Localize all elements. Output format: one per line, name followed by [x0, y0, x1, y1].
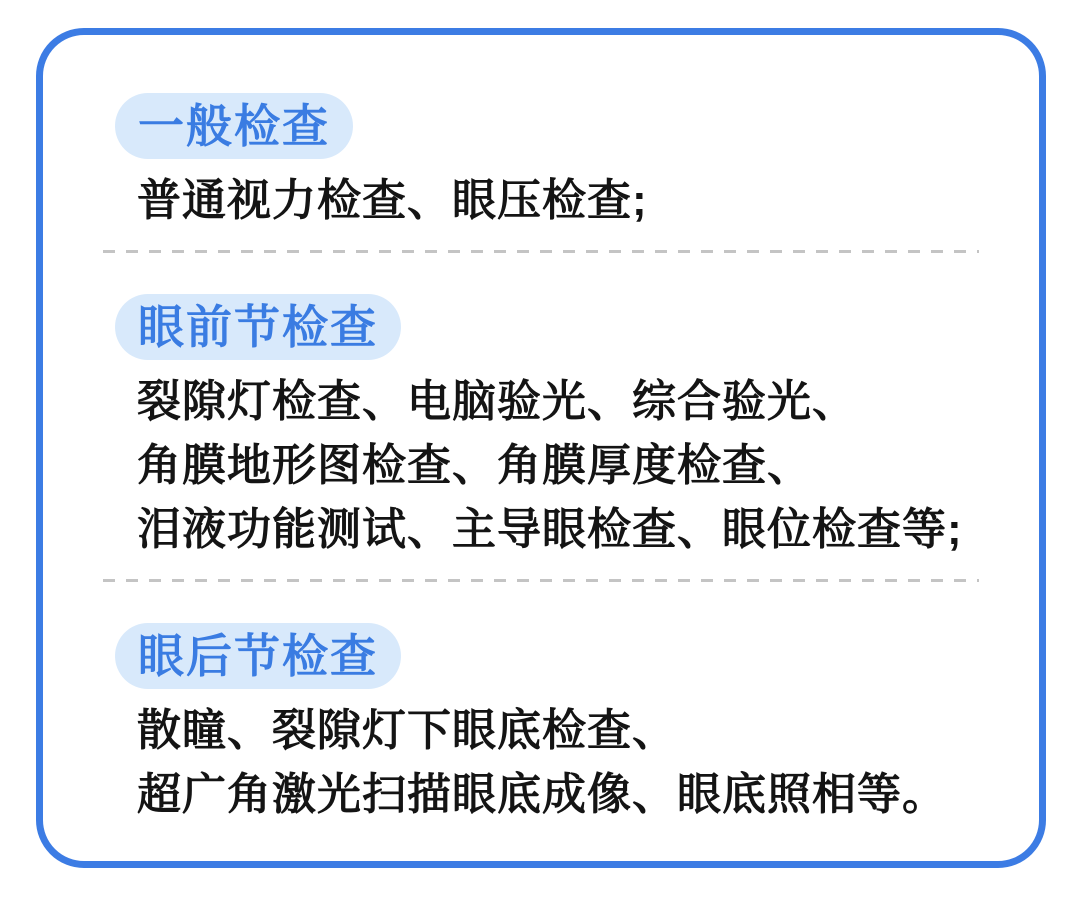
- section-body: [137, 169, 999, 233]
- body-line: 角膜地形图检查、角膜厚度检查、: [137, 441, 812, 490]
- section-posterior-segment-exam: [115, 623, 999, 827]
- body-line: 散瞳、裂隙灯下眼底检查、: [137, 706, 677, 755]
- body-line: 泪液功能测试、主导眼检查、眼位检查等;: [137, 505, 963, 554]
- info-card: [36, 28, 1046, 868]
- dashed-divider: [103, 579, 979, 582]
- section-title-pill: 眼后节检查: [115, 623, 401, 689]
- dashed-divider: [103, 250, 979, 253]
- body-line: 超广角激光扫描眼底成像、眼底照相等。: [137, 770, 947, 819]
- section-title-pill: 一般检查: [115, 93, 353, 159]
- section-title-pill: 眼前节检查: [115, 294, 401, 360]
- section-anterior-segment-exam: [115, 294, 999, 562]
- section-body: [137, 370, 999, 562]
- section-general-exam: [115, 93, 999, 233]
- body-line: 普通视力检查、眼压检查;: [137, 176, 648, 225]
- section-body: [137, 699, 999, 827]
- body-line: 裂隙灯检查、电脑验光、综合验光、: [137, 377, 857, 426]
